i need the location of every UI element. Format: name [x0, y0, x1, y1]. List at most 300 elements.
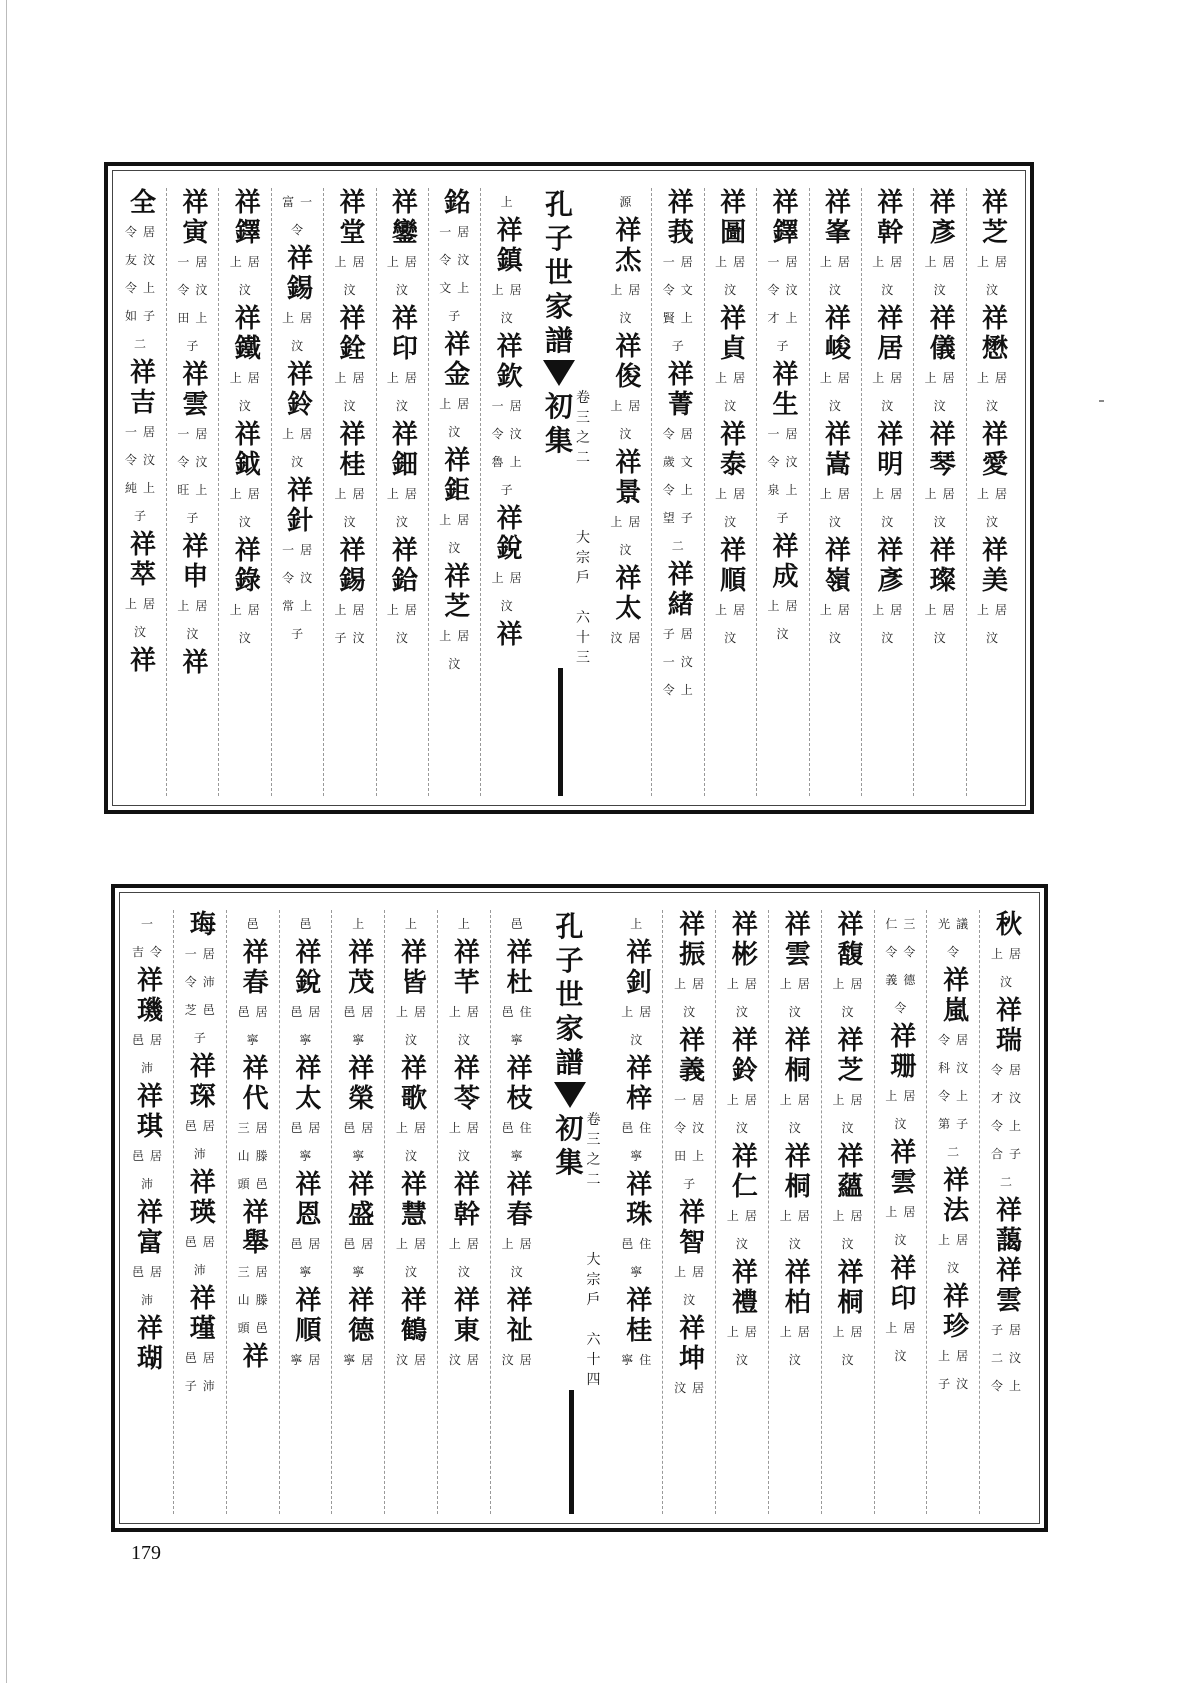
volume-label-character: 卷	[586, 1112, 601, 1128]
name-character: 銘	[444, 188, 471, 218]
branch-label-character: 宗	[576, 550, 590, 566]
subtitle-character: 初	[544, 390, 573, 423]
residence-annotation: 富一	[282, 195, 319, 209]
name-character: 祥	[242, 938, 269, 968]
name-character: 茂	[348, 968, 375, 998]
genealogy-page-63	[104, 162, 1034, 814]
residence-annotation: 上居	[491, 283, 528, 297]
residence-annotation: 邑居	[343, 1005, 380, 1019]
residence-annotation: 望子	[662, 511, 699, 525]
name-character: 俊	[615, 362, 642, 392]
residence-annotation: 邑居	[131, 1033, 168, 1047]
name-character: 鐸	[234, 218, 261, 248]
title-character: 孔	[544, 188, 573, 221]
residence-annotation: 邑居	[343, 1121, 380, 1135]
residence-annotation: 一居	[124, 425, 161, 439]
residence-annotation: 汶	[724, 283, 743, 297]
name-character: 璨	[929, 566, 956, 596]
name-character: 吉	[129, 388, 156, 418]
entry-column	[233, 910, 280, 1514]
name-character: 瑛	[189, 1198, 216, 1228]
branch-label-character: 宗	[586, 1272, 601, 1288]
residence-annotation: 汶	[735, 1353, 754, 1367]
name-character: 祥	[877, 304, 904, 334]
name-character: 鐵	[234, 334, 261, 364]
name-character: 祥	[626, 1054, 653, 1084]
residence-annotation: 頭邑	[237, 1177, 274, 1191]
residence-annotation: 上居	[872, 603, 909, 617]
residence-annotation: 令汶	[177, 455, 214, 469]
residence-annotation: 寧	[299, 1149, 318, 1163]
residence-annotation: 上居	[779, 977, 816, 991]
residence-annotation: 上	[630, 917, 649, 931]
residence-annotation: 上居	[439, 397, 476, 411]
residence-annotation: 三居	[237, 1265, 274, 1279]
residence-annotation: 上居	[832, 977, 869, 991]
name-character: 慧	[401, 1200, 428, 1230]
name-character: 祥	[626, 1286, 653, 1316]
column-grid	[127, 910, 1032, 1514]
title-character: 子	[544, 222, 573, 255]
residence-annotation: 上居	[924, 487, 961, 501]
branch-label	[587, 1250, 601, 1310]
name-character: 祥	[824, 188, 851, 218]
residence-annotation: 上居	[386, 603, 423, 617]
residence-annotation: 汶	[395, 631, 414, 645]
residence-annotation: 邑居	[237, 1005, 274, 1019]
name-character: 德	[348, 1316, 375, 1346]
residence-annotation: 上居	[779, 1093, 816, 1107]
residence-annotation: 子	[133, 509, 152, 523]
residence-annotation: 沛	[193, 1263, 212, 1277]
name-character: 祥	[348, 1170, 375, 1200]
name-character: 祥	[287, 244, 314, 274]
residence-annotation: 田上	[674, 1149, 711, 1163]
residence-annotation: 上居	[832, 1325, 869, 1339]
residence-annotation: 上居	[396, 1237, 433, 1251]
name-character: 祥	[929, 420, 956, 450]
residence-annotation: 上居	[229, 371, 266, 385]
name-character: 祥	[837, 910, 864, 940]
residence-annotation: 上居	[610, 399, 647, 413]
entry-column	[172, 188, 219, 796]
residence-annotation: 上居	[439, 629, 476, 643]
name-character: 太	[295, 1084, 322, 1114]
residence-annotation: 子沛	[184, 1379, 221, 1393]
name-character: 堂	[339, 218, 366, 248]
residence-annotation: 上居	[976, 255, 1013, 269]
residence-annotation: 寧	[510, 1033, 529, 1047]
residence-annotation: 上居	[938, 1349, 975, 1363]
residence-annotation: 上居	[674, 977, 711, 991]
name-character: 欽	[496, 362, 523, 392]
name-character: 鈿	[391, 450, 418, 480]
name-character: 祥	[784, 1258, 811, 1288]
name-character: 祥	[295, 938, 322, 968]
leaf-number-character: 十	[586, 1352, 601, 1368]
entry-column	[127, 910, 174, 1514]
name-character: 峯	[824, 218, 851, 248]
residence-annotation: 汶	[881, 399, 900, 413]
residence-annotation: 頭邑	[237, 1321, 274, 1335]
name-character: 懋	[981, 334, 1008, 364]
residence-annotation: 上居	[885, 1321, 922, 1335]
residence-annotation: 汶	[894, 1117, 913, 1131]
name-character: 祥	[444, 562, 471, 592]
name-character: 祥	[731, 1026, 758, 1056]
name-character: 祥	[981, 536, 1008, 566]
residence-annotation: 上	[500, 195, 519, 209]
residence-annotation: 令汶	[674, 1121, 711, 1135]
fishtail-mark-icon	[554, 1082, 586, 1108]
name-character: 嵐	[943, 996, 970, 1026]
name-character: 代	[242, 1084, 269, 1114]
name-character: 鐸	[772, 218, 799, 248]
name-character: 萃	[129, 560, 156, 590]
name-character: 歌	[401, 1084, 428, 1114]
residence-annotation: 汶	[630, 1033, 649, 1047]
residence-annotation: 寧住	[621, 1353, 658, 1367]
residence-annotation: 上居	[610, 283, 647, 297]
volume-label-character: 卷	[576, 390, 590, 406]
residence-annotation: 汶	[828, 515, 847, 529]
residence-annotation: 寧	[299, 1033, 318, 1047]
residence-annotation: 子汶	[334, 631, 371, 645]
residence-annotation: 子	[291, 627, 310, 641]
residence-annotation: 一	[140, 917, 159, 931]
residence-annotation: 賢上	[662, 311, 699, 325]
residence-annotation: 上居	[872, 487, 909, 501]
residence-annotation: 上居	[726, 1093, 763, 1107]
name-character: 印	[391, 334, 418, 364]
name-character: 祥	[234, 188, 261, 218]
name-character: 銳	[295, 968, 322, 998]
residence-annotation: 寧	[246, 1033, 265, 1047]
residence-annotation: 汶	[448, 657, 467, 671]
name-character: 雲	[784, 940, 811, 970]
residence-annotation: 上居	[334, 371, 371, 385]
fishtail-mark-icon	[543, 360, 575, 386]
branch-label	[576, 528, 590, 588]
residence-annotation: 令文	[662, 283, 699, 297]
name-character: 祥	[667, 360, 694, 390]
residence-annotation: 汶	[683, 1293, 702, 1307]
name-character: 成	[772, 562, 799, 592]
scan-edge-line	[6, 0, 7, 1683]
entry-column	[487, 188, 533, 796]
residence-annotation: 上居	[819, 487, 856, 501]
entry-column	[444, 910, 491, 1514]
name-character: 祥	[506, 938, 533, 968]
name-character: 富	[136, 1228, 163, 1258]
name-character: 祥	[182, 648, 209, 678]
volume-label	[576, 388, 590, 468]
residence-annotation: 上居	[501, 1237, 538, 1251]
column-grid	[120, 188, 1018, 796]
residence-annotation: 令	[894, 1001, 913, 1015]
residence-annotation: 汶	[841, 1005, 860, 1019]
residence-annotation: 令上	[662, 483, 699, 497]
name-character: 祥	[877, 188, 904, 218]
name-character: 祥	[339, 536, 366, 566]
residence-annotation: 邑居	[290, 1121, 327, 1135]
name-character: 馥	[837, 940, 864, 970]
residence-annotation: 汶	[133, 625, 152, 639]
name-character: 盛	[348, 1200, 375, 1230]
volume-label-character: 二	[576, 450, 590, 466]
name-character: 珻	[189, 910, 216, 940]
residence-annotation: 上	[457, 917, 476, 931]
name-character: 義	[679, 1056, 706, 1086]
name-character: 緒	[667, 590, 694, 620]
name-character: 祥	[679, 910, 706, 940]
residence-annotation: 汶	[828, 283, 847, 297]
residence-annotation: 汶	[343, 515, 362, 529]
name-character: 祥	[679, 1026, 706, 1056]
leaf-number-character: 四	[586, 1372, 601, 1388]
residence-annotation: 令汶	[124, 453, 161, 467]
residence-annotation: 邑住	[501, 1005, 538, 1019]
residence-annotation: 汶居	[610, 631, 647, 645]
name-character: 祥	[496, 620, 523, 650]
name-character: 印	[890, 1284, 917, 1314]
entry-column	[434, 188, 481, 796]
residence-annotation: 上居	[621, 1005, 658, 1019]
residence-annotation: 上居	[386, 487, 423, 501]
name-character: 祥	[339, 304, 366, 334]
residence-annotation: 上居	[976, 603, 1013, 617]
name-character: 錄	[234, 566, 261, 596]
name-character: 祥	[287, 360, 314, 390]
name-character: 祥	[929, 536, 956, 566]
name-character: 芝	[444, 592, 471, 622]
residence-annotation: 邑居	[184, 1119, 221, 1133]
residence-annotation: 令沛	[184, 975, 221, 989]
residence-annotation: 寧	[299, 1265, 318, 1279]
name-character: 景	[615, 478, 642, 508]
residence-annotation: 子	[683, 1177, 702, 1191]
title-character: 家	[555, 1012, 584, 1045]
residence-annotation: 汶	[788, 1005, 807, 1019]
residence-annotation: 子	[193, 1031, 212, 1045]
title-character: 子	[555, 944, 584, 977]
residence-annotation: 汶	[985, 631, 1004, 645]
residence-annotation: 上居	[229, 487, 266, 501]
residence-annotation: 泉上	[767, 483, 804, 497]
residence-annotation: 上居	[924, 371, 961, 385]
residence-annotation: 汶	[735, 1121, 754, 1135]
name-character: 祥	[496, 216, 523, 246]
residence-annotation: 上居	[282, 311, 319, 325]
residence-annotation: 上居	[885, 1089, 922, 1103]
name-character: 祥	[731, 1142, 758, 1172]
residence-annotation: 山滕	[237, 1149, 274, 1163]
name-character: 祥	[995, 1196, 1022, 1226]
residence-annotation: 汶居	[674, 1381, 711, 1395]
name-character: 蘊	[837, 1172, 864, 1202]
residence-annotation: 上居	[726, 977, 763, 991]
name-character: 祥	[348, 1286, 375, 1316]
residence-annotation: 令汶	[177, 283, 214, 297]
name-character: 祥	[995, 1256, 1022, 1286]
residence-annotation: 上居	[779, 1325, 816, 1339]
name-character: 智	[679, 1228, 706, 1258]
name-character: 祥	[182, 188, 209, 218]
name-character: 祥	[731, 910, 758, 940]
title-character: 家	[544, 290, 573, 323]
leaf-number-character: 六	[586, 1332, 601, 1348]
residence-annotation: 一居	[439, 225, 476, 239]
name-character: 祥	[626, 938, 653, 968]
residence-annotation: 沛	[193, 1147, 212, 1161]
name-character: 振	[679, 940, 706, 970]
name-character: 祥	[391, 420, 418, 450]
name-character: 祥	[496, 332, 523, 362]
name-character: 鈴	[731, 1056, 758, 1086]
name-character: 祥	[182, 532, 209, 562]
leaf-number-character: 六	[576, 610, 590, 626]
residence-annotation: 上居	[938, 1233, 975, 1247]
name-character: 太	[615, 594, 642, 624]
residence-annotation: 汶	[735, 1237, 754, 1251]
leaf-number	[587, 1330, 601, 1390]
name-character: 祥	[890, 1022, 917, 1052]
residence-annotation: 令	[947, 945, 966, 959]
entry-column	[605, 188, 652, 796]
residence-annotation: 汶	[881, 515, 900, 529]
residence-annotation: 沛	[140, 1293, 159, 1307]
residence-annotation: 二	[947, 1145, 966, 1159]
name-character: 幹	[877, 218, 904, 248]
name-character: 祥	[189, 1052, 216, 1082]
name-character: 針	[287, 506, 314, 536]
residence-annotation: 令汶	[439, 253, 476, 267]
residence-annotation: 上居	[885, 1205, 922, 1219]
name-character: 祥	[824, 304, 851, 334]
residence-annotation: 上居	[767, 599, 804, 613]
name-character: 祥	[453, 938, 480, 968]
residence-annotation: 汶	[947, 1261, 966, 1275]
residence-annotation: 汶	[457, 1033, 476, 1047]
name-character: 桂	[339, 450, 366, 480]
name-character: 藹	[995, 1226, 1022, 1256]
name-character: 祥	[401, 1054, 428, 1084]
entry-column	[285, 910, 332, 1514]
name-character: 祥	[339, 420, 366, 450]
residence-annotation: 汶	[500, 599, 519, 613]
name-character: 春	[506, 1200, 533, 1230]
name-character: 儀	[929, 334, 956, 364]
center-fold-header	[538, 188, 600, 796]
residence-annotation: 汶	[619, 543, 638, 557]
name-character: 祥	[615, 448, 642, 478]
name-character: 鉅	[444, 476, 471, 506]
residence-annotation: 子	[671, 339, 690, 353]
name-character: 祥	[453, 1170, 480, 1200]
leaf-number-character: 三	[576, 650, 590, 666]
entry-column	[382, 188, 429, 796]
name-character: 春	[242, 968, 269, 998]
residence-annotation: 上居	[832, 1093, 869, 1107]
residence-annotation: 上居	[396, 1121, 433, 1135]
name-character: 祥	[401, 1170, 428, 1200]
residence-annotation: 汶	[619, 427, 638, 441]
name-character: 琛	[189, 1082, 216, 1112]
residence-annotation: 上居	[819, 371, 856, 385]
residence-annotation: 令	[291, 223, 310, 237]
volume-label-character: 三	[576, 410, 590, 426]
entry-column	[880, 910, 927, 1514]
residence-annotation: 光議	[938, 917, 975, 931]
residence-annotation: 汶	[619, 311, 638, 325]
name-character: 祥	[772, 532, 799, 562]
subtitle-character: 初	[555, 1112, 584, 1145]
residence-annotation: 寧	[630, 1265, 649, 1279]
residence-annotation: 汶	[776, 627, 795, 641]
residence-annotation: 如子	[124, 309, 161, 323]
name-character: 祥	[391, 188, 418, 218]
name-character: 東	[453, 1316, 480, 1346]
name-character: 錫	[339, 566, 366, 596]
name-character: 祥	[129, 358, 156, 388]
entry-column	[775, 910, 822, 1514]
residence-annotation: 寧居	[290, 1353, 327, 1367]
name-character: 祥	[720, 420, 747, 450]
residence-annotation: 汶	[894, 1233, 913, 1247]
residence-annotation: 上居	[448, 1005, 485, 1019]
residence-annotation: 汶	[448, 541, 467, 555]
residence-annotation: 子汶	[938, 1377, 975, 1391]
name-character: 祥	[242, 1054, 269, 1084]
name-character: 鑾	[391, 218, 418, 248]
entry-column	[933, 910, 980, 1514]
name-character: 美	[981, 566, 1008, 596]
residence-annotation: 邑居	[131, 1149, 168, 1163]
residence-annotation: 上居	[386, 255, 423, 269]
residence-annotation: 汶	[395, 399, 414, 413]
name-character: 祥	[784, 910, 811, 940]
name-character: 錫	[287, 274, 314, 304]
name-character: 祥	[182, 360, 209, 390]
residence-annotation: 邑居	[343, 1237, 380, 1251]
entry-column	[658, 188, 705, 796]
name-character: 桐	[784, 1172, 811, 1202]
name-character: 貞	[720, 334, 747, 364]
name-character: 秋	[995, 910, 1022, 940]
name-character: 菁	[667, 390, 694, 420]
residence-annotation: 汶居	[448, 1353, 485, 1367]
residence-annotation: 上居	[334, 487, 371, 501]
residence-annotation: 汶	[828, 399, 847, 413]
volume-label-character: 之	[586, 1152, 601, 1168]
residence-annotation: 令居	[938, 1033, 975, 1047]
residence-annotation: 汶	[985, 515, 1004, 529]
entry-column	[763, 188, 810, 796]
entry-column	[867, 188, 914, 796]
branch-label-character: 戶	[576, 570, 590, 586]
name-character: 祥	[401, 1286, 428, 1316]
branch-label-character: 戶	[586, 1292, 601, 1308]
residence-annotation: 寧	[352, 1033, 371, 1047]
residence-annotation: 汶	[933, 399, 952, 413]
name-character: 禮	[731, 1288, 758, 1318]
leaf-number-character: 十	[576, 630, 590, 646]
residence-annotation: 友汶	[124, 253, 161, 267]
entry-column	[815, 188, 862, 796]
residence-annotation: 上居	[872, 255, 909, 269]
residence-annotation: 上居	[448, 1237, 485, 1251]
name-character: 桐	[837, 1288, 864, 1318]
